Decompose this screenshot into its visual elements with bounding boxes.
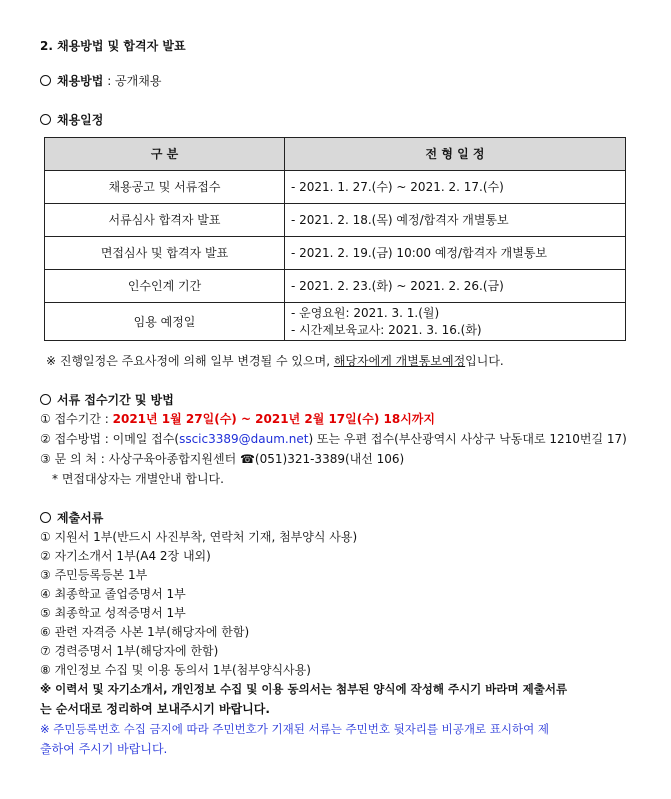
circle-bullet-icon bbox=[40, 394, 51, 405]
item-text: 지원서 1부(반드시 사진부착, 연락처 기재, 첨부양식 사용) bbox=[50, 530, 358, 544]
list-item bbox=[40, 607, 186, 619]
item-text: 개인정보 수집 및 이용 동의서 1부(첨부양식사용) bbox=[50, 663, 311, 677]
header-schedule: 전 형 일 정 bbox=[285, 138, 626, 171]
documents-label: 제출서류 bbox=[57, 511, 104, 525]
submission-contact bbox=[40, 453, 404, 465]
item-number: ⑥ bbox=[40, 625, 51, 639]
item-number: ② bbox=[40, 432, 51, 446]
row-item: 임용 예정일 bbox=[45, 303, 285, 341]
item-text: 최종학교 졸업증명서 1부 bbox=[50, 587, 186, 601]
period-label: 접수기간 : bbox=[50, 412, 113, 426]
item-number: ① bbox=[40, 412, 51, 426]
submission-heading bbox=[40, 394, 174, 406]
section-title: 2. 채용방법 및 합격자 발표 bbox=[40, 39, 186, 53]
header-category: 구 분 bbox=[45, 138, 285, 171]
method-suffix: ) 또는 우편 접수(부산광역시 사상구 낙동대로 1210번길 17) bbox=[308, 432, 627, 446]
table-row bbox=[45, 270, 626, 303]
documents-heading bbox=[40, 512, 103, 524]
list-item bbox=[40, 569, 147, 581]
row-detail: - 2021. 2. 18.(목) 예정/합격자 개별통보 bbox=[285, 204, 626, 237]
notice-line: 는 순서대로 정리하여 보내주시기 바랍니다. bbox=[40, 702, 270, 716]
row-item: 채용공고 및 서류접수 bbox=[45, 171, 285, 204]
item-number: ① bbox=[40, 530, 51, 544]
method-line bbox=[40, 75, 161, 87]
item-number: ③ bbox=[40, 452, 51, 466]
detail-line: - 운영요원: 2021. 3. 1.(월) bbox=[291, 305, 440, 320]
item-number: ② bbox=[40, 549, 51, 563]
row-item: 인수인계 기간 bbox=[45, 270, 285, 303]
notice-line: 출하여 주시기 바랍니다. bbox=[40, 742, 168, 756]
schedule-heading bbox=[40, 114, 103, 126]
note-suffix: 입니다. bbox=[465, 354, 504, 368]
item-number: ⑤ bbox=[40, 606, 51, 620]
method-label: 채용방법 bbox=[57, 74, 104, 88]
row-detail: - 2021. 2. 19.(금) 10:00 예정/합격자 개별통보 bbox=[285, 237, 626, 270]
item-text: 주민등록등본 1부 bbox=[50, 568, 148, 582]
item-number: ④ bbox=[40, 587, 51, 601]
row-detail: - 2021. 2. 23.(화) ~ 2021. 2. 26.(금) bbox=[285, 270, 626, 303]
table-row bbox=[45, 237, 626, 270]
schedule-header-row bbox=[45, 138, 626, 171]
circle-bullet-icon bbox=[40, 75, 51, 86]
notice-line: ※ 이력서 및 자기소개서, 개인정보 수집 및 이용 동의서는 첨부된 양식에 작성해 주시기 바라며 제출서류 bbox=[40, 682, 568, 696]
schedule-note bbox=[46, 355, 504, 367]
item-text: 최종학교 성적증명서 1부 bbox=[50, 606, 186, 620]
item-number: ⑧ bbox=[40, 663, 51, 677]
item-number: ⑦ bbox=[40, 644, 51, 658]
notice-line: ※ 주민등록번호 수집 금지에 따라 주민번호가 기재된 서류는 주민번호 뒷자리를 비공개로 표시하여 제 bbox=[40, 722, 549, 736]
row-detail bbox=[285, 303, 626, 341]
method-prefix: 접수방법 : 이메일 접수( bbox=[50, 432, 180, 446]
row-item: 서류심사 합격자 발표 bbox=[45, 204, 285, 237]
schedule-table bbox=[44, 137, 626, 341]
row-detail: - 2021. 1. 27.(수) ~ 2021. 2. 17.(수) bbox=[285, 171, 626, 204]
item-text: 자기소개서 1부(A4 2장 내외) bbox=[50, 549, 211, 563]
submission-period bbox=[40, 413, 435, 425]
list-item bbox=[40, 550, 211, 562]
circle-bullet-icon bbox=[40, 114, 51, 125]
list-item bbox=[40, 588, 186, 600]
item-text: 관련 자격증 사본 1부(해당자에 한함) bbox=[50, 625, 250, 639]
contact-text: 문 의 처 : 사상구육아종합지원센터 ☎(051)321-3389(내선 106) bbox=[50, 452, 405, 466]
note-prefix: ※ 진행일정은 주요사정에 의해 일부 변경될 수 있으며, bbox=[46, 354, 334, 368]
interview-note: * 면접대상자는 개별안내 합니다. bbox=[52, 472, 224, 486]
list-item bbox=[40, 664, 311, 676]
method-value: : 공개채용 bbox=[103, 74, 162, 88]
schedule-label: 채용일정 bbox=[57, 113, 104, 127]
table-row bbox=[45, 204, 626, 237]
email-link[interactable]: sscic3389@daum.net bbox=[179, 432, 309, 446]
period-value: 2021년 1월 27일(수) ~ 2021년 2월 17일(수) 18시까지 bbox=[112, 412, 435, 426]
table-row bbox=[45, 303, 626, 341]
circle-bullet-icon bbox=[40, 512, 51, 523]
detail-line: - 시간제보육교사: 2021. 3. 16.(화) bbox=[291, 322, 482, 337]
list-item bbox=[40, 626, 249, 638]
row-item: 면접심사 및 합격자 발표 bbox=[45, 237, 285, 270]
list-item bbox=[40, 531, 357, 543]
submission-method bbox=[40, 433, 627, 445]
item-number: ③ bbox=[40, 568, 51, 582]
list-item bbox=[40, 645, 218, 657]
submission-label: 서류 접수기간 및 방법 bbox=[57, 393, 174, 407]
item-text: 경력증명서 1부(해당자에 한함) bbox=[50, 644, 219, 658]
note-underlined: 해당자에게 개별통보예정 bbox=[333, 354, 466, 368]
table-row bbox=[45, 171, 626, 204]
